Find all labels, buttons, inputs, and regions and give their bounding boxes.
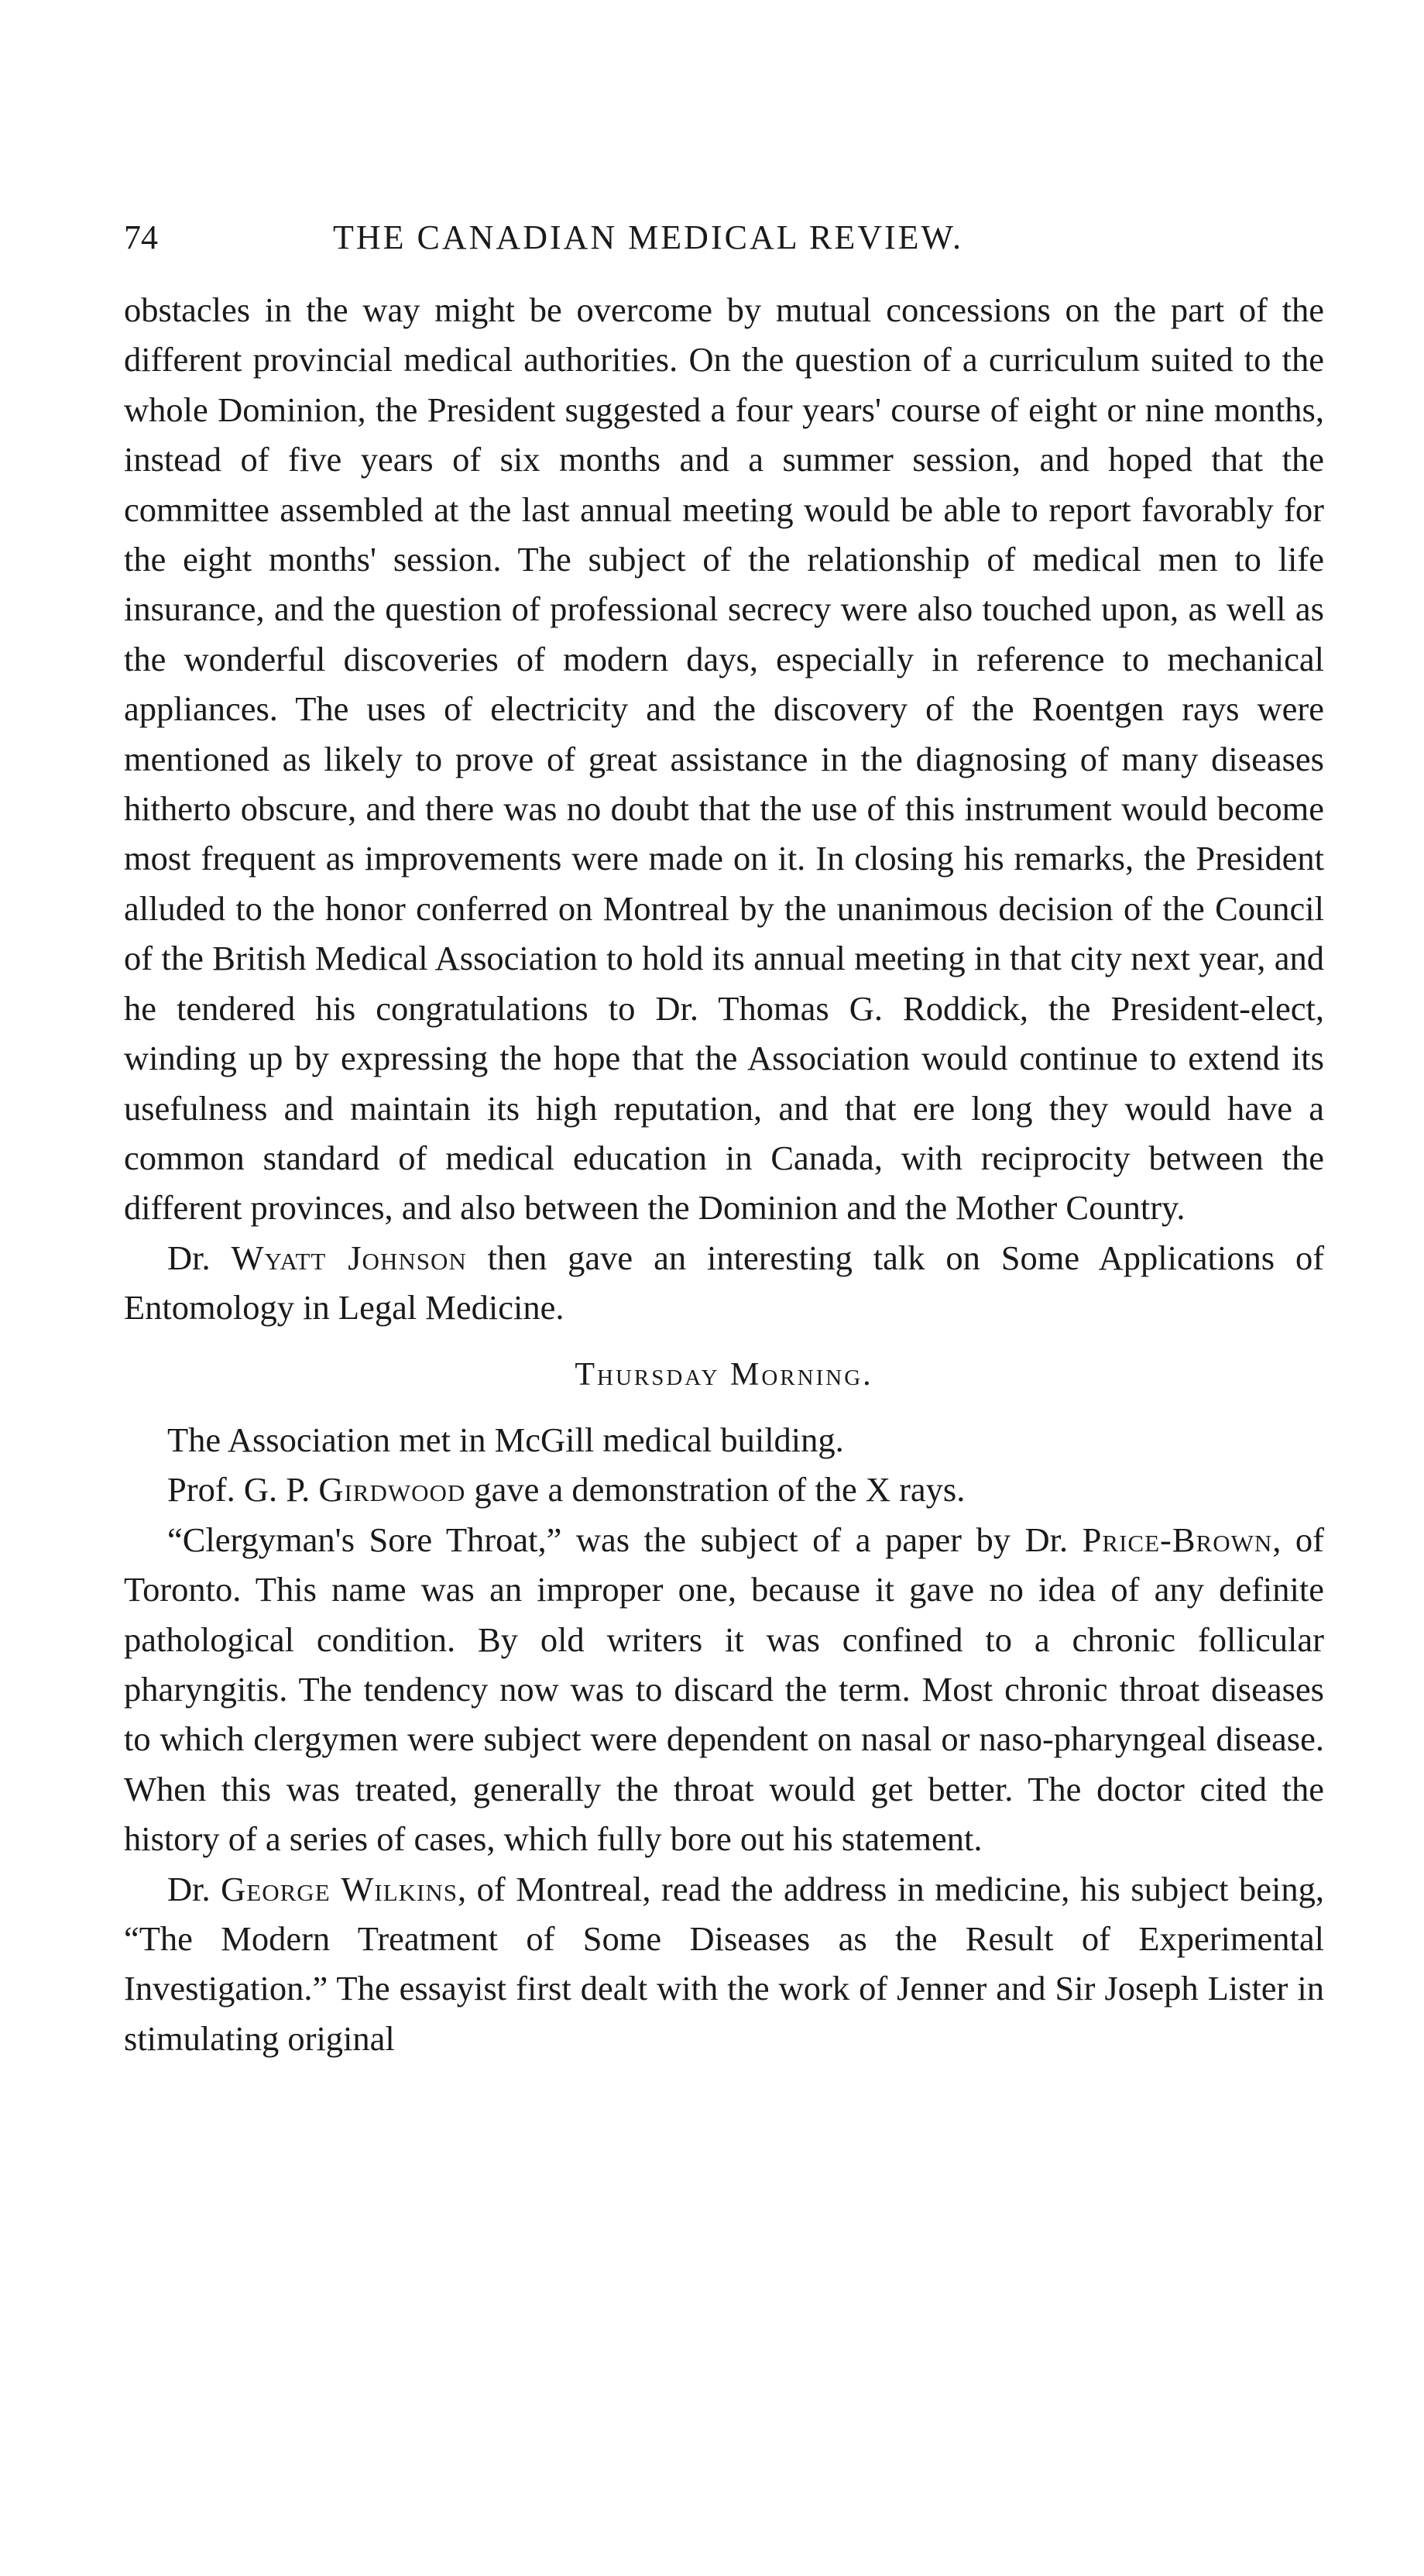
paragraph-text: , of Toronto. This name was an improper one, because it gave no idea of any definite pathological condition. By old writers it was confined to a chronic follicular pharyngitis. The tendency now was to discard the term. Most chronic throat diseases to which clergymen were subject were dependent on nasal or naso-pharyngeal disease. When this was treated, generally the throat would get better. The doctor cited the history of a series of cases, which fully bore out his statement. — [124, 1520, 1324, 1859]
paragraph-george-wilkins — [124, 1864, 1324, 2064]
paragraph-prefix: Dr. — [167, 1869, 211, 1908]
speaker-name: George Wilkins — [221, 1869, 458, 1908]
running-title: THE CANADIAN MEDICAL REVIEW. — [333, 218, 963, 256]
paragraph-girdwood — [124, 1465, 1324, 1514]
section-heading: Thursday Morning. — [575, 1356, 873, 1393]
speaker-name: Wyatt Johnson — [231, 1238, 467, 1277]
running-header — [124, 211, 1324, 265]
paragraph-association-met: The Association met in McGill medical building. — [167, 1420, 844, 1459]
speaker-name: Girdwood — [318, 1470, 466, 1510]
paragraph-text: gave a demonstration of the X rays. — [474, 1470, 966, 1510]
article-body — [124, 285, 1324, 2063]
paragraph-clergymans-sore-throat — [124, 1515, 1324, 1864]
paragraph-prefix: Dr. — [167, 1238, 211, 1277]
paragraph-text: , of Montreal, read the address in medicine, his subject being, “The Modern Treatment of Some Diseases as the Result of Experimental Investigation.” The essayist first dealt with the work of Jenner and Sir Joseph Lister in stimulating original — [124, 1869, 1324, 2058]
paragraph-text: then gave an interesting talk on Some Applications of Entomology in Legal Medicine. — [124, 1238, 1325, 1327]
paragraph-text: “Clergyman's Sore Throat,” was the subject of a paper by Dr. — [167, 1520, 1069, 1559]
speaker-name: Price-Brown — [1082, 1520, 1273, 1559]
page-number: 74 — [124, 218, 158, 256]
paragraph-presidents-address-continued: obstacles in the way might be overcome by mutual concessions on the part of the different provincial medical authorities. On the question of a curriculum suited to the whole Dominion, the President suggested a four years' course of eight or nine months, instead of five years of six months and a summer session, and hoped that the committee assembled at the last annual meeting would be able to report favorably for the eight months' session. The subject of the relationship of medical men to life insurance, and the question of professional secrecy were also touched upon, as well as the wonderful discoveries of modern days, especially in reference to mechanical appliances. The uses of electricity and the discovery of the Roentgen rays were mentioned as likely to prove of great assistance in the diagnosing of many diseases hitherto obscure, and there was no doubt that the use of this instrument would become most frequent as improvements were made on it. In closing his remarks, the President alluded to the honor conferred on Montreal by the unanimous decision of the Council of the British Medical Association to hold its annual meeting in that city next year, and he tendered his congratulations to Dr. Thomas G. Roddick, the President-elect, winding up by expressing the hope that the Association would continue to extend its usefulness and maintain its high reputation, and that ere long they would have a common standard of medical education in Canada, with reciprocity between the different provinces, and also between the Dominion and the Mother Country. — [124, 290, 1324, 1228]
paragraph-prefix: Prof. G. P. — [167, 1470, 311, 1510]
paragraph-wyatt-johnson — [124, 1233, 1324, 1333]
